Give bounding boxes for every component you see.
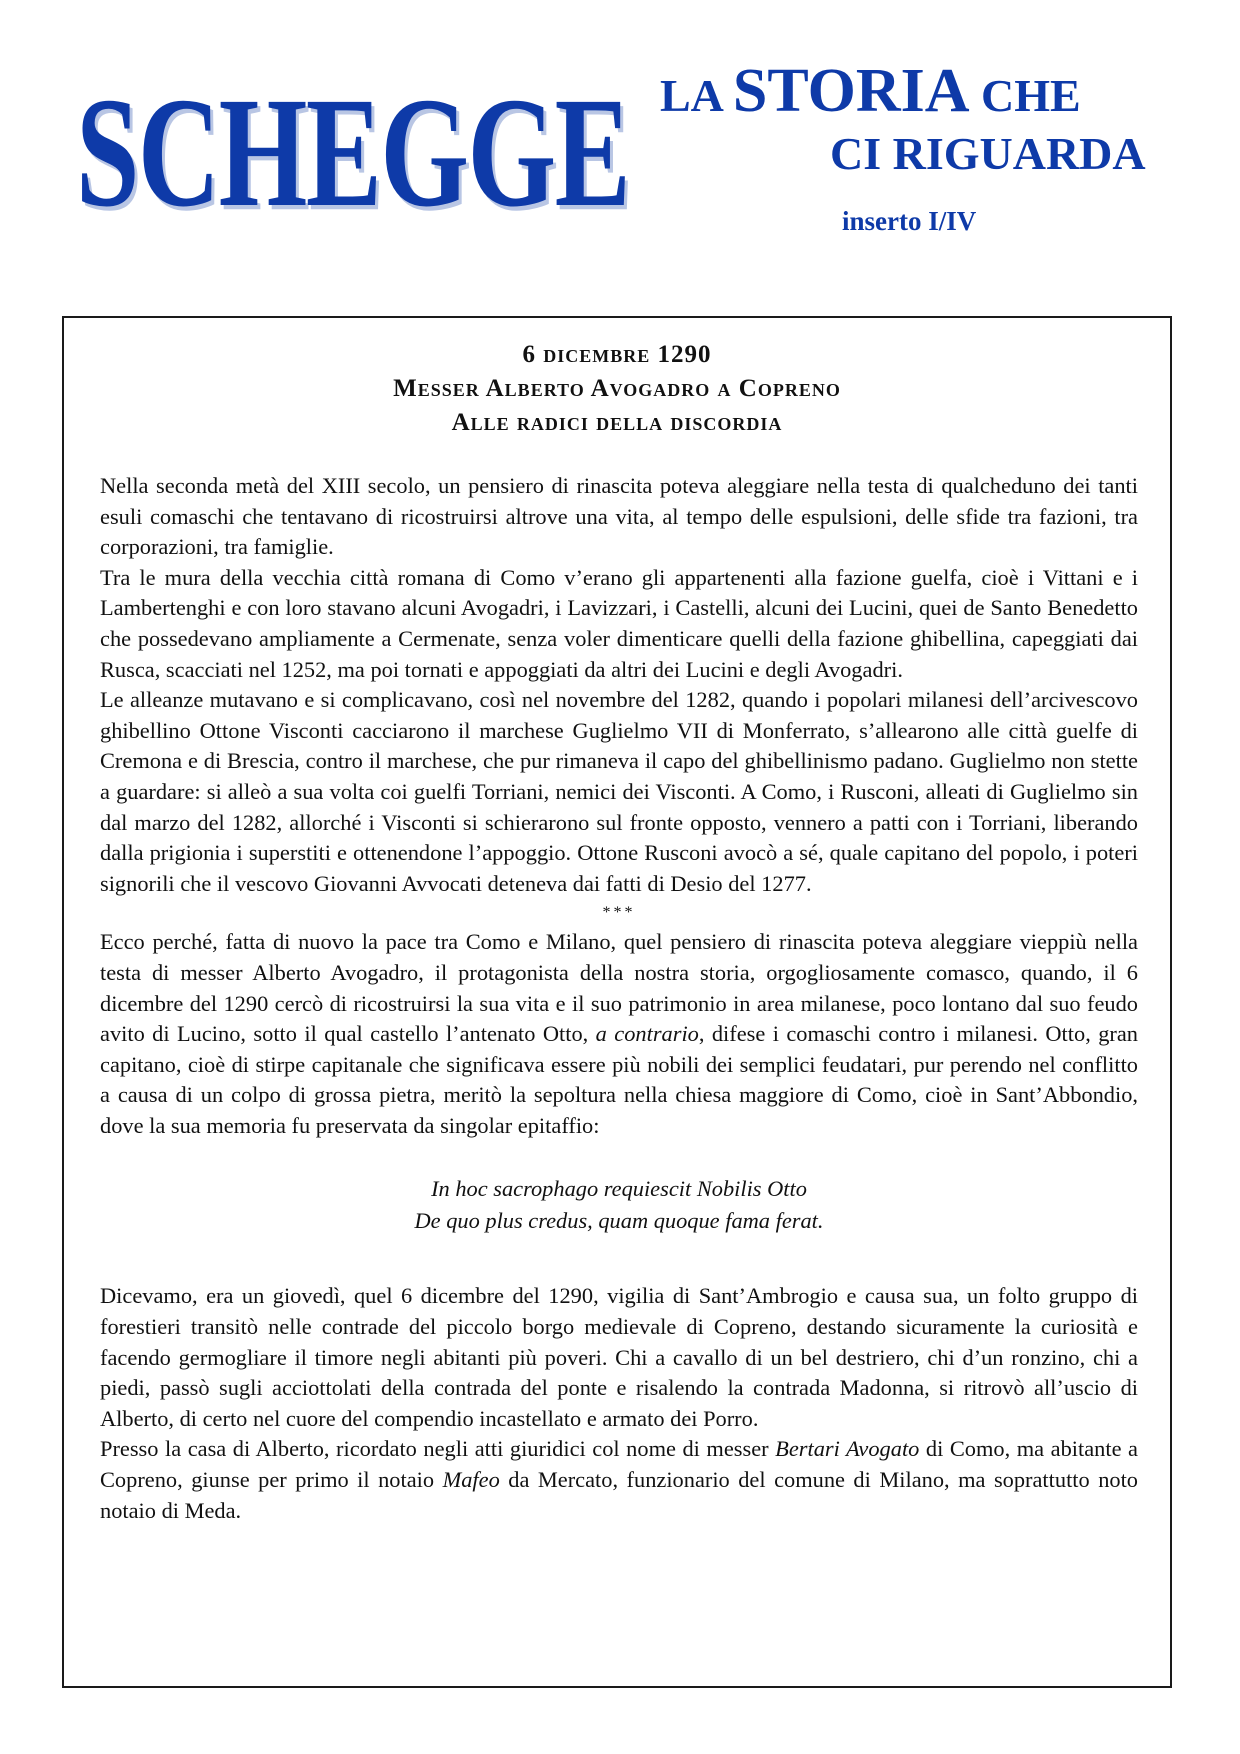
paragraph-6 xyxy=(100,1434,1138,1526)
paragraph-6-emphasis-2: Mafeo xyxy=(442,1467,500,1493)
section-separator: *** xyxy=(602,904,636,922)
tagline-suffix: CHE xyxy=(969,70,1081,121)
article-date: 6 dicembre 1290 xyxy=(522,341,712,368)
paragraph-4-part-a: Ecco perché, fatta di nuovo la pace tra Como e Milano, quel pensiero di rinascita poteva aleggiare vieppiù nella testa di messer Alberto Avogadro, il protagonista della nostra storia, orgogliosamente comasco, quando, il 6 dicembre del 1290 cercò di ricostruirsi la sua vita e il suo patrimonio in area milanese, poco lontano dal suo feudo avito di Lucino, sotto il qual castello l’antenato Otto, xyxy=(100,929,1138,1047)
paragraph-4 xyxy=(100,927,1138,1141)
paragraph-3: Le alleanze mutavano e si complicavano, così nel novembre del 1282, quando i popolari milanesi dell’arcivescovo ghibellino Ottone Visconti cacciarono il marchese Guglielmo VII di Monferrato, s’allearono alle città guelfe di Cremona e di Brescia, contro il marchese, che pur rimaneva il capo del ghibellinismo padano. Guglielmo non stette a guardare: si alleò a sua volta coi guelfi Torriani, nemici dei Visconti. A Como, i Rusconi, alleati di Guglielmo sin dal marzo del 1282, allorché i Visconti si schierarono sul fronte opposto, vennero a patti con i Torriani, liberando dalla prigionia i superstiti e ottenendone l’appoggio. Ottone Rusconi avocò a sé, quale capitano del popolo, i poteri signorili che il vescovo Giovanni Avvocati deteneva dai fatti di Desio del 1277. xyxy=(100,687,1138,896)
tagline-line-1 xyxy=(660,57,1220,125)
paragraph-4-emphasis: a contrario xyxy=(595,1021,699,1047)
article-body xyxy=(100,471,1138,1526)
paragraph-5: Dicevamo, era un giovedì, quel 6 dicembre del 1290, vigilia di Sant’Ambrogio e causa sua, un folto gruppo di forestieri transitò nelle contrade del piccolo borgo medievale di Copreno, destando sicuramente la curiosità e facendo germogliare il timore negli abitanti più poveri. Chi a cavallo di un bel destriero, chi d’un ronzino, chi a piedi, passò sugli acciottolati della contrada del ponte e risalendo la contrada Madonna, si ritrovò all’uscio di Alberto, di certo nel cuore del compendio incastellato e armato dei Porro. xyxy=(100,1283,1138,1431)
article-title: Messer Alberto Avogadro a Copreno xyxy=(393,375,841,402)
insert-label: inserto I/IV xyxy=(842,206,977,236)
article-subtitle: Alle radici della discordia xyxy=(451,409,783,436)
paragraph-2: Tra le mura della vecchia città romana di Como v’erano gli appartenenti alla fazione guelfa, cioè i Vittani e i Lambertenghi e con loro stavano alcuni Avogadri, i Lavizzari, i Castelli, alcuni dei Lucini, quei de Santo Benedetto che possedevano ampliamente a Cermenate, senza voler dimenticare quelli della fazione ghibellina, capeggiati dai Rusca, scacciati nel 1252, ma poi tornati e appoggiati da altri dei Lucini e degli Avogadri. xyxy=(100,564,1138,682)
masthead-logo: SCHEGGE xyxy=(76,65,630,240)
paragraph-6-part-c: da Mercato, funzionario del comune di Milano, ma soprattutto noto notaio di Meda. xyxy=(100,1467,1139,1523)
epitaph-quote xyxy=(100,1173,1138,1237)
tagline-highlight: STORIA xyxy=(732,57,970,125)
masthead xyxy=(0,0,1240,300)
paragraph-6-part-b: di Como, ma abitante a Copreno, giunse per primo il notaio xyxy=(100,1436,1138,1493)
epitaph-line-2: De quo plus credus, quam quoque fama ferat. xyxy=(414,1208,824,1234)
paragraph-4-part-b: , difese i comaschi contro i milanesi. Otto, gran capitano, cioè di stirpe capitanale che significava essere più nobili dei semplici feudatari, pur perendo nel conflitto a causa di un colpo di grossa pietra, meritò la sepoltura nella chiesa maggiore di Como, cioè in Sant’Abbondio, dove la sua memoria fu preservata da singolar epitaffio: xyxy=(100,1021,1138,1138)
masthead-tagline xyxy=(660,57,1220,183)
paragraph-6-emphasis-1: Bertari Avogato xyxy=(775,1436,920,1462)
paragraph-1: Nella seconda metà del XIII secolo, un pensiero di rinascita poteva aleggiare nella testa di qualcheduno dei tanti esuli comaschi che tentavano di ricostruirsi altrove una vita, al tempo delle espulsioni, delle sfide tra fazioni, tra corporazioni, tra famiglie. xyxy=(100,473,1138,560)
epitaph-line-1: In hoc sacrophago requiescit Nobilis Otto xyxy=(431,1176,807,1202)
article-frame xyxy=(62,316,1172,1688)
paragraph-6-part-a: Presso la casa di Alberto, ricordato negli atti giuridici col nome di messer xyxy=(100,1436,776,1462)
article-heading xyxy=(64,338,1170,440)
tagline-prefix: LA xyxy=(660,70,733,121)
tagline-line-2: CI RIGUARDA xyxy=(830,128,1146,179)
